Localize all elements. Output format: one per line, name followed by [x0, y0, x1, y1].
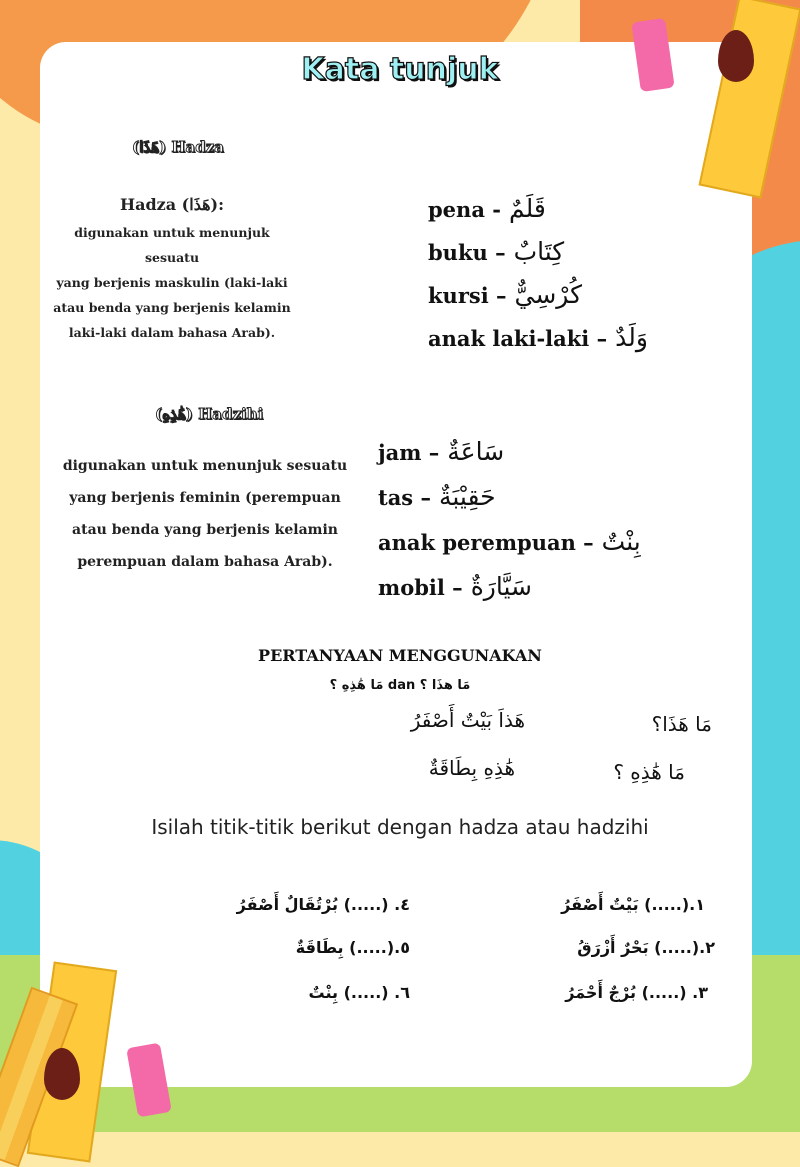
hadza-heading: (هَذَا) Hadza — [132, 138, 224, 156]
hadza-desc-line: yang berjenis maskulin (laki-laki — [56, 275, 288, 290]
hadzihi-description — [55, 450, 355, 578]
questions-subtitle: مَا هَٰذِهِ ؟ dan مَا هذَا ؟ — [329, 678, 471, 693]
exercise-item-3: ٣. (.....) بُرْجٌ أَحْمَرُ — [565, 983, 708, 1002]
vocab-latin: pena - — [428, 197, 501, 222]
hadza-desc-line: atau benda yang berjenis kelamin — [53, 300, 291, 315]
vocab-item — [378, 437, 641, 482]
questions-title: PERTANYAAN MENGGUNAKAN — [258, 646, 542, 665]
vocab-latin: kursi – — [428, 283, 507, 308]
vocab-item — [428, 237, 648, 280]
hadzihi-heading: (هَٰذِهِ) Hadzihi — [155, 405, 264, 423]
exercise-item-6: ٦. (.....) بِنْتٌ — [308, 983, 410, 1002]
vocab-item — [378, 482, 641, 527]
vocab-latin: jam – — [378, 440, 440, 465]
vocab-item — [378, 527, 641, 572]
vocab-item — [428, 280, 648, 323]
vocab-arabic: بِنْتٌ — [601, 527, 641, 556]
hadza-description — [52, 195, 292, 345]
exercise-item-5: ٥.(.....) بِطَاقَةٌ — [295, 938, 410, 957]
vocab-latin: buku – — [428, 240, 506, 265]
exercise-item-4: ٤. (.....) بُرْتُقَالٌ أَصْفَرُ — [236, 895, 410, 914]
hadzihi-desc-line: digunakan untuk menunjuk sesuatu — [62, 458, 348, 474]
exercise-instruction: Isilah titik-titik berikut dengan hadza atau hadzihi — [151, 815, 649, 839]
hadza-vocab-list — [428, 194, 648, 366]
vocab-arabic: سَيَّارَةٌ — [470, 572, 532, 601]
vocab-arabic: حَقِيْبَةٌ — [438, 482, 496, 511]
answer-1: هَذاَ بَيْتٌ أَصْفَرُ — [410, 708, 525, 732]
vocab-arabic: كِتَابٌ — [513, 237, 565, 266]
exercise-item-2: ٢.(.....) بَحْرٌ أَزْرَقُ — [577, 938, 715, 957]
question-1: مَا هَذَا؟ — [651, 712, 712, 736]
exercise-item-1: ١.(.....) بَيْتٌ أَصْفَرُ — [561, 895, 705, 914]
vocab-item — [428, 323, 648, 366]
hadzihi-vocab-list — [378, 437, 641, 617]
page-title: Kata tunjuk — [301, 52, 499, 87]
vocab-arabic: قَلَمٌ — [508, 194, 546, 223]
hadzihi-desc-line: atau benda yang berjenis kelamin — [72, 522, 338, 538]
hadzihi-desc-line: perempuan dalam bahasa Arab). — [77, 554, 333, 570]
hadza-desc-heading: Hadza (هَذَا): — [119, 195, 225, 214]
vocab-arabic: كُرْسِيٌّ — [514, 280, 582, 309]
vocab-arabic: وَلَدٌ — [615, 323, 648, 352]
vocab-latin: tas – — [378, 485, 431, 510]
hadza-desc-line: laki-laki dalam bahasa Arab). — [68, 325, 276, 340]
vocab-arabic: سَاعَةٌ — [447, 437, 505, 466]
vocab-item — [378, 572, 641, 617]
hadzihi-desc-line: yang berjenis feminin (perempuan — [69, 490, 341, 506]
answer-2: هَٰذِهِ بِطَاقَةٌ — [428, 756, 515, 780]
vocab-item — [428, 194, 648, 237]
question-2: مَا هَٰذِهِ ؟ — [613, 760, 685, 784]
vocab-latin: anak perempuan – — [378, 530, 594, 555]
hadza-desc-line: digunakan untuk menunjuk sesuatu — [74, 225, 270, 265]
vocab-latin: mobil – — [378, 575, 463, 600]
vocab-latin: anak laki-laki – — [428, 326, 608, 351]
